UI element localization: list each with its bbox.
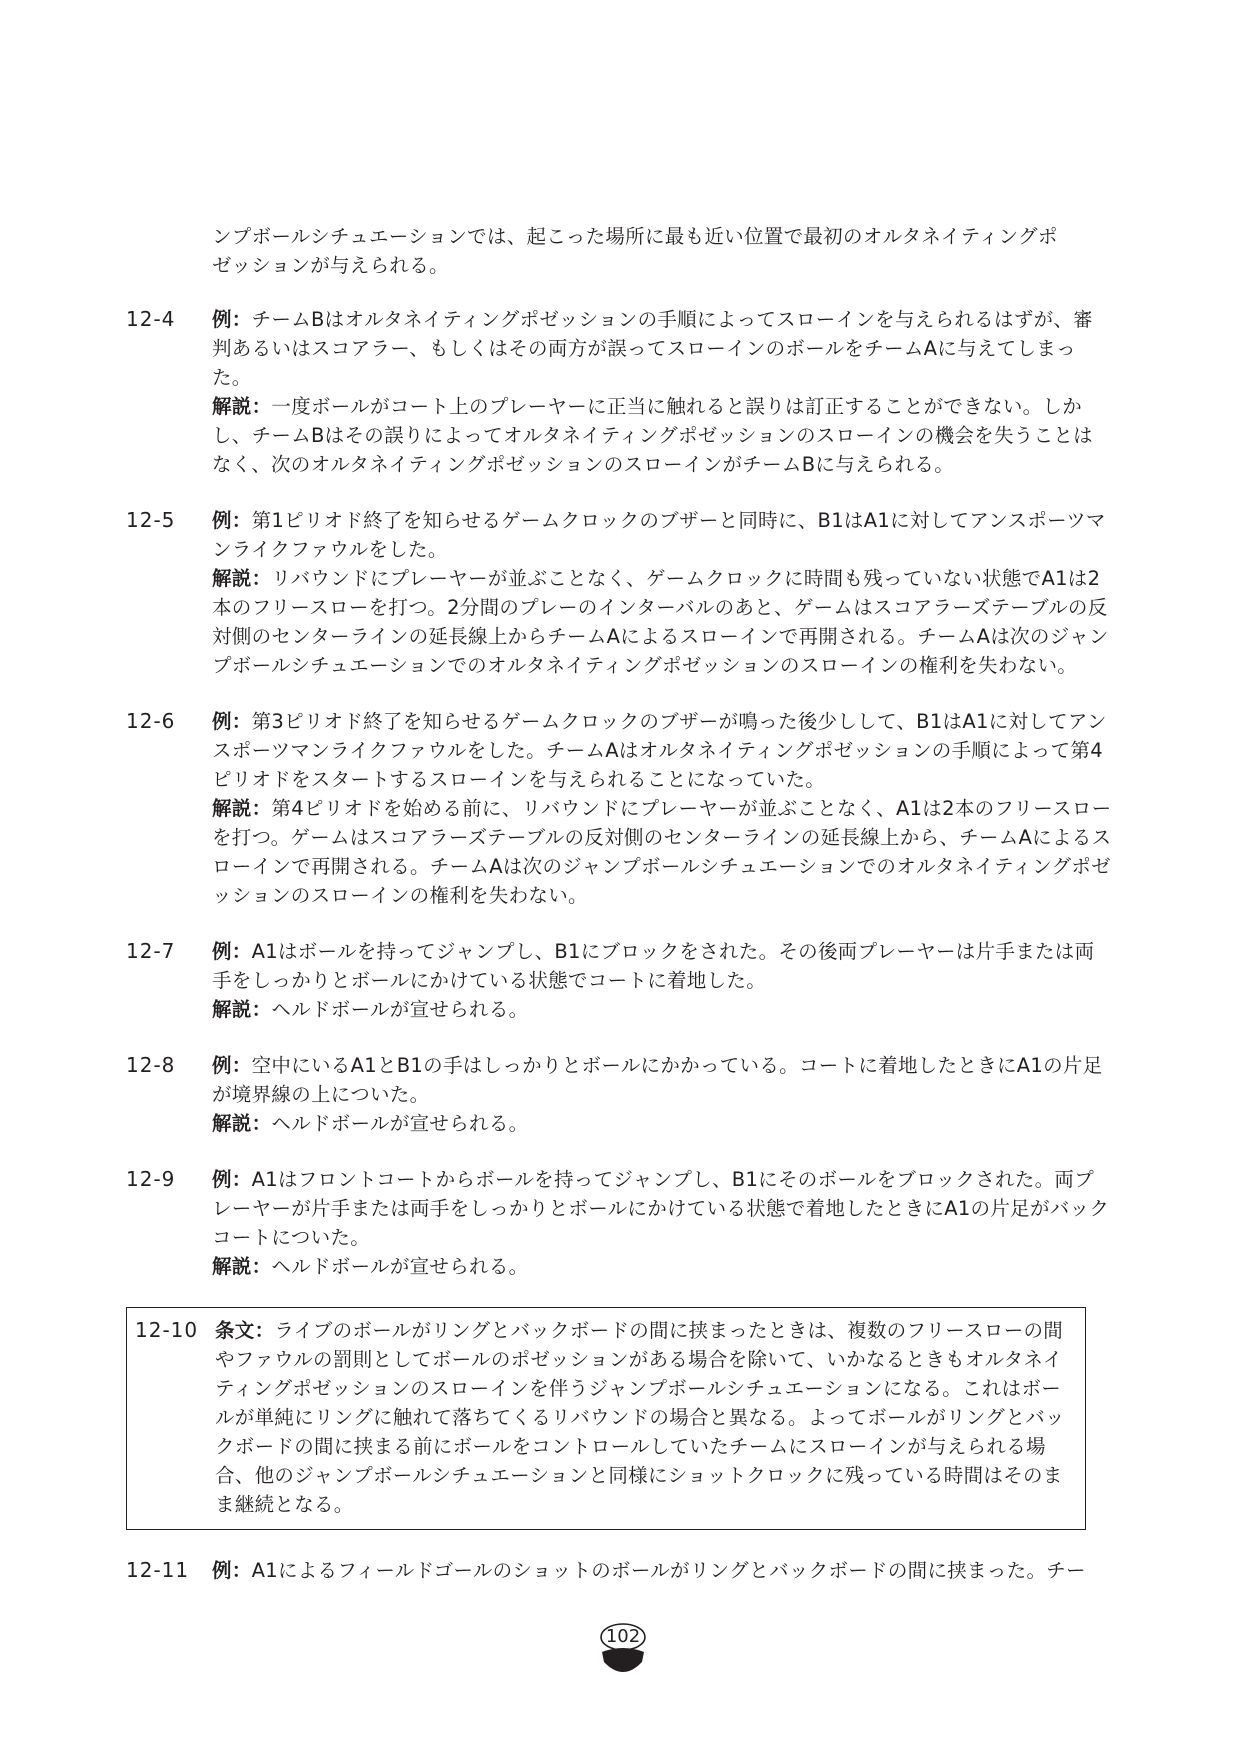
entry-12-6: [126, 707, 1116, 910]
example-text: 第1ピリオド終了を知らせるゲームクロックのブザーと同時に、B1はA1に対してアンスポーツマンライクファウルをした。: [212, 509, 1106, 561]
explanation-text: ヘルドボールが宣せられる。: [271, 998, 529, 1021]
rule-text: ライブのボールがリングとバックボードの間に挟まったときは、複数のフリースローの間やファウルの罰則としてボールのポゼッションがある場合を除いて、いかなるときもオルタネイティングポゼッションのスローインを伴うジャンプボールシチュエーションになる。これはボールが単純にリングに触れて落ちてくるリバウンドの場合と異なる。よってボールがリングとバックボードの間に挟まる前にボールをコントロールしていたチームにスローインが与えられる場合、他のジャンプボールシチュエーションと同様にショットクロックに残っている時間はそのまま継続となる。: [215, 1319, 1065, 1516]
explanation-paragraph: [212, 564, 1112, 680]
entry-number: 12-6: [126, 709, 176, 733]
example-paragraph: [212, 305, 1112, 392]
intro-paragraph: [212, 222, 1112, 280]
explanation-paragraph: [212, 392, 1112, 479]
entry-number: 12-9: [126, 1167, 176, 1191]
example-text: A1によるフィールドゴールのショットのボールがリングとバックボードの間に挟まった。チー: [251, 1559, 1086, 1582]
example-label: 例：: [212, 308, 252, 331]
rule-label: 条文：: [215, 1319, 275, 1342]
entry-number: 12-7: [126, 939, 176, 963]
entry-body: [212, 1051, 1112, 1138]
entry-12-11: [126, 1556, 1116, 1585]
explanation-paragraph: [212, 1109, 1112, 1138]
example-label: 例：: [212, 1168, 252, 1191]
entry-number: 12-10: [135, 1318, 199, 1342]
explanation-text: リバウンドにプレーヤーが並ぶことなく、ゲームクロックに時間も残っていない状態でA1は2本のフリースローを打つ。2分間のプレーのインターバルのあと、ゲームはスコアラーズテーブルの反対側のセンターラインの延長線上からチームAによるスローインで再開される。チームAは次のジャンプボールシチュエーションでのオルタネイティングポゼッションのスローインの権利を失わない。: [212, 567, 1109, 677]
entry-12-5: [126, 506, 1116, 680]
example-paragraph: [212, 1051, 1112, 1109]
intro-line: ゼッションが与えられる。: [212, 254, 449, 277]
example-paragraph: [212, 707, 1112, 794]
casebook-entries: [126, 305, 1116, 1585]
entry-body: [212, 1556, 1112, 1585]
entry-body: [212, 506, 1112, 680]
example-text: 第3ピリオド終了を知らせるゲームクロックのブザーが鳴った後少しして、B1はA1に対してアンスポーツマンライクファウルをした。チームAはオルタネイティングポゼッションの手順によって第4ピリオドをスタートするスローインを与えられることになっていた。: [212, 710, 1107, 791]
explanation-paragraph: [212, 1252, 1112, 1281]
explanation-paragraph: [212, 794, 1112, 910]
rule-paragraph: [215, 1316, 1073, 1519]
example-paragraph: [212, 1165, 1112, 1252]
entry-12-4: [126, 305, 1116, 479]
rule-body: [215, 1316, 1073, 1519]
example-label: 例：: [212, 710, 252, 733]
rule-text-box: [126, 1307, 1086, 1530]
entry-body: [212, 937, 1112, 1024]
example-label: 例：: [212, 1054, 252, 1077]
page-number: 102: [605, 1626, 641, 1647]
entry-number: 12-8: [126, 1053, 176, 1077]
entry-body: [212, 305, 1112, 479]
explanation-label: 解説：: [212, 567, 272, 590]
entry-12-8: [126, 1051, 1116, 1138]
explanation-paragraph: [212, 995, 1112, 1024]
explanation-label: 解説：: [212, 1255, 272, 1278]
example-text: チームBはオルタネイティングポゼッションの手順によってスローインを与えられるはずが、審判あるいはスコアラー、もしくはその両方が誤ってスローインのボールをチームAに与えてしまった。: [212, 308, 1093, 389]
entry-body: [212, 1165, 1112, 1281]
page-number-badge: [596, 1622, 650, 1682]
example-label: 例：: [212, 1559, 252, 1582]
example-paragraph: [212, 506, 1112, 564]
entry-body: [212, 707, 1112, 910]
explanation-label: 解説：: [212, 797, 272, 820]
explanation-label: 解説：: [212, 395, 272, 418]
entry-12-9: [126, 1165, 1116, 1281]
entry-number: 12-4: [126, 307, 176, 331]
explanation-text: ヘルドボールが宣せられる。: [271, 1112, 529, 1135]
entry-number: 12-11: [126, 1558, 190, 1582]
explanation-text: 一度ボールがコート上のプレーヤーに正当に触れると誤りは訂正することができない。しかし、チームBはその誤りによってオルタネイティングポゼッションのスローインの機会を失うことはなく、次のオルタネイティングポゼッションのスローインがチームBに与えられる。: [212, 395, 1093, 476]
example-label: 例：: [212, 509, 252, 532]
example-text: A1はフロントコートからボールを持ってジャンプし、B1にそのボールをブロックされた。両プレーヤーが片手または両手をしっかりとボールにかけている状態で着地したときにA1の片足がバックコートについた。: [212, 1168, 1110, 1249]
entry-number: 12-5: [126, 508, 176, 532]
example-paragraph: [212, 937, 1112, 995]
entry-12-7: [126, 937, 1116, 1024]
explanation-label: 解説：: [212, 1112, 272, 1135]
explanation-text: 第4ピリオドを始める前に、リバウンドにプレーヤーが並ぶことなく、A1は2本のフリースローを打つ。ゲームはスコアラーズテーブルの反対側のセンターラインの延長線上から、チームAによるスローインで再開される。チームAは次のジャンプボールシチュエーションでのオルタネイティングポゼッションのスローインの権利を失わない。: [212, 797, 1112, 907]
example-text: A1はボールを持ってジャンプし、B1にブロックをされた。その後両プレーヤーは片手または両手をしっかりとボールにかけている状態でコートに着地した。: [212, 940, 1095, 992]
explanation-text: ヘルドボールが宣せられる。: [271, 1255, 529, 1278]
example-paragraph: [212, 1556, 1112, 1585]
example-label: 例：: [212, 940, 252, 963]
example-text: 空中にいるA1とB1の手はしっかりとボールにかかっている。コートに着地したときにA1の片足が境界線の上についた。: [212, 1054, 1103, 1106]
explanation-label: 解説：: [212, 998, 272, 1021]
intro-line: ンプボールシチュエーションでは、起こった場所に最も近い位置で最初のオルタネイティングポ: [212, 225, 1058, 248]
